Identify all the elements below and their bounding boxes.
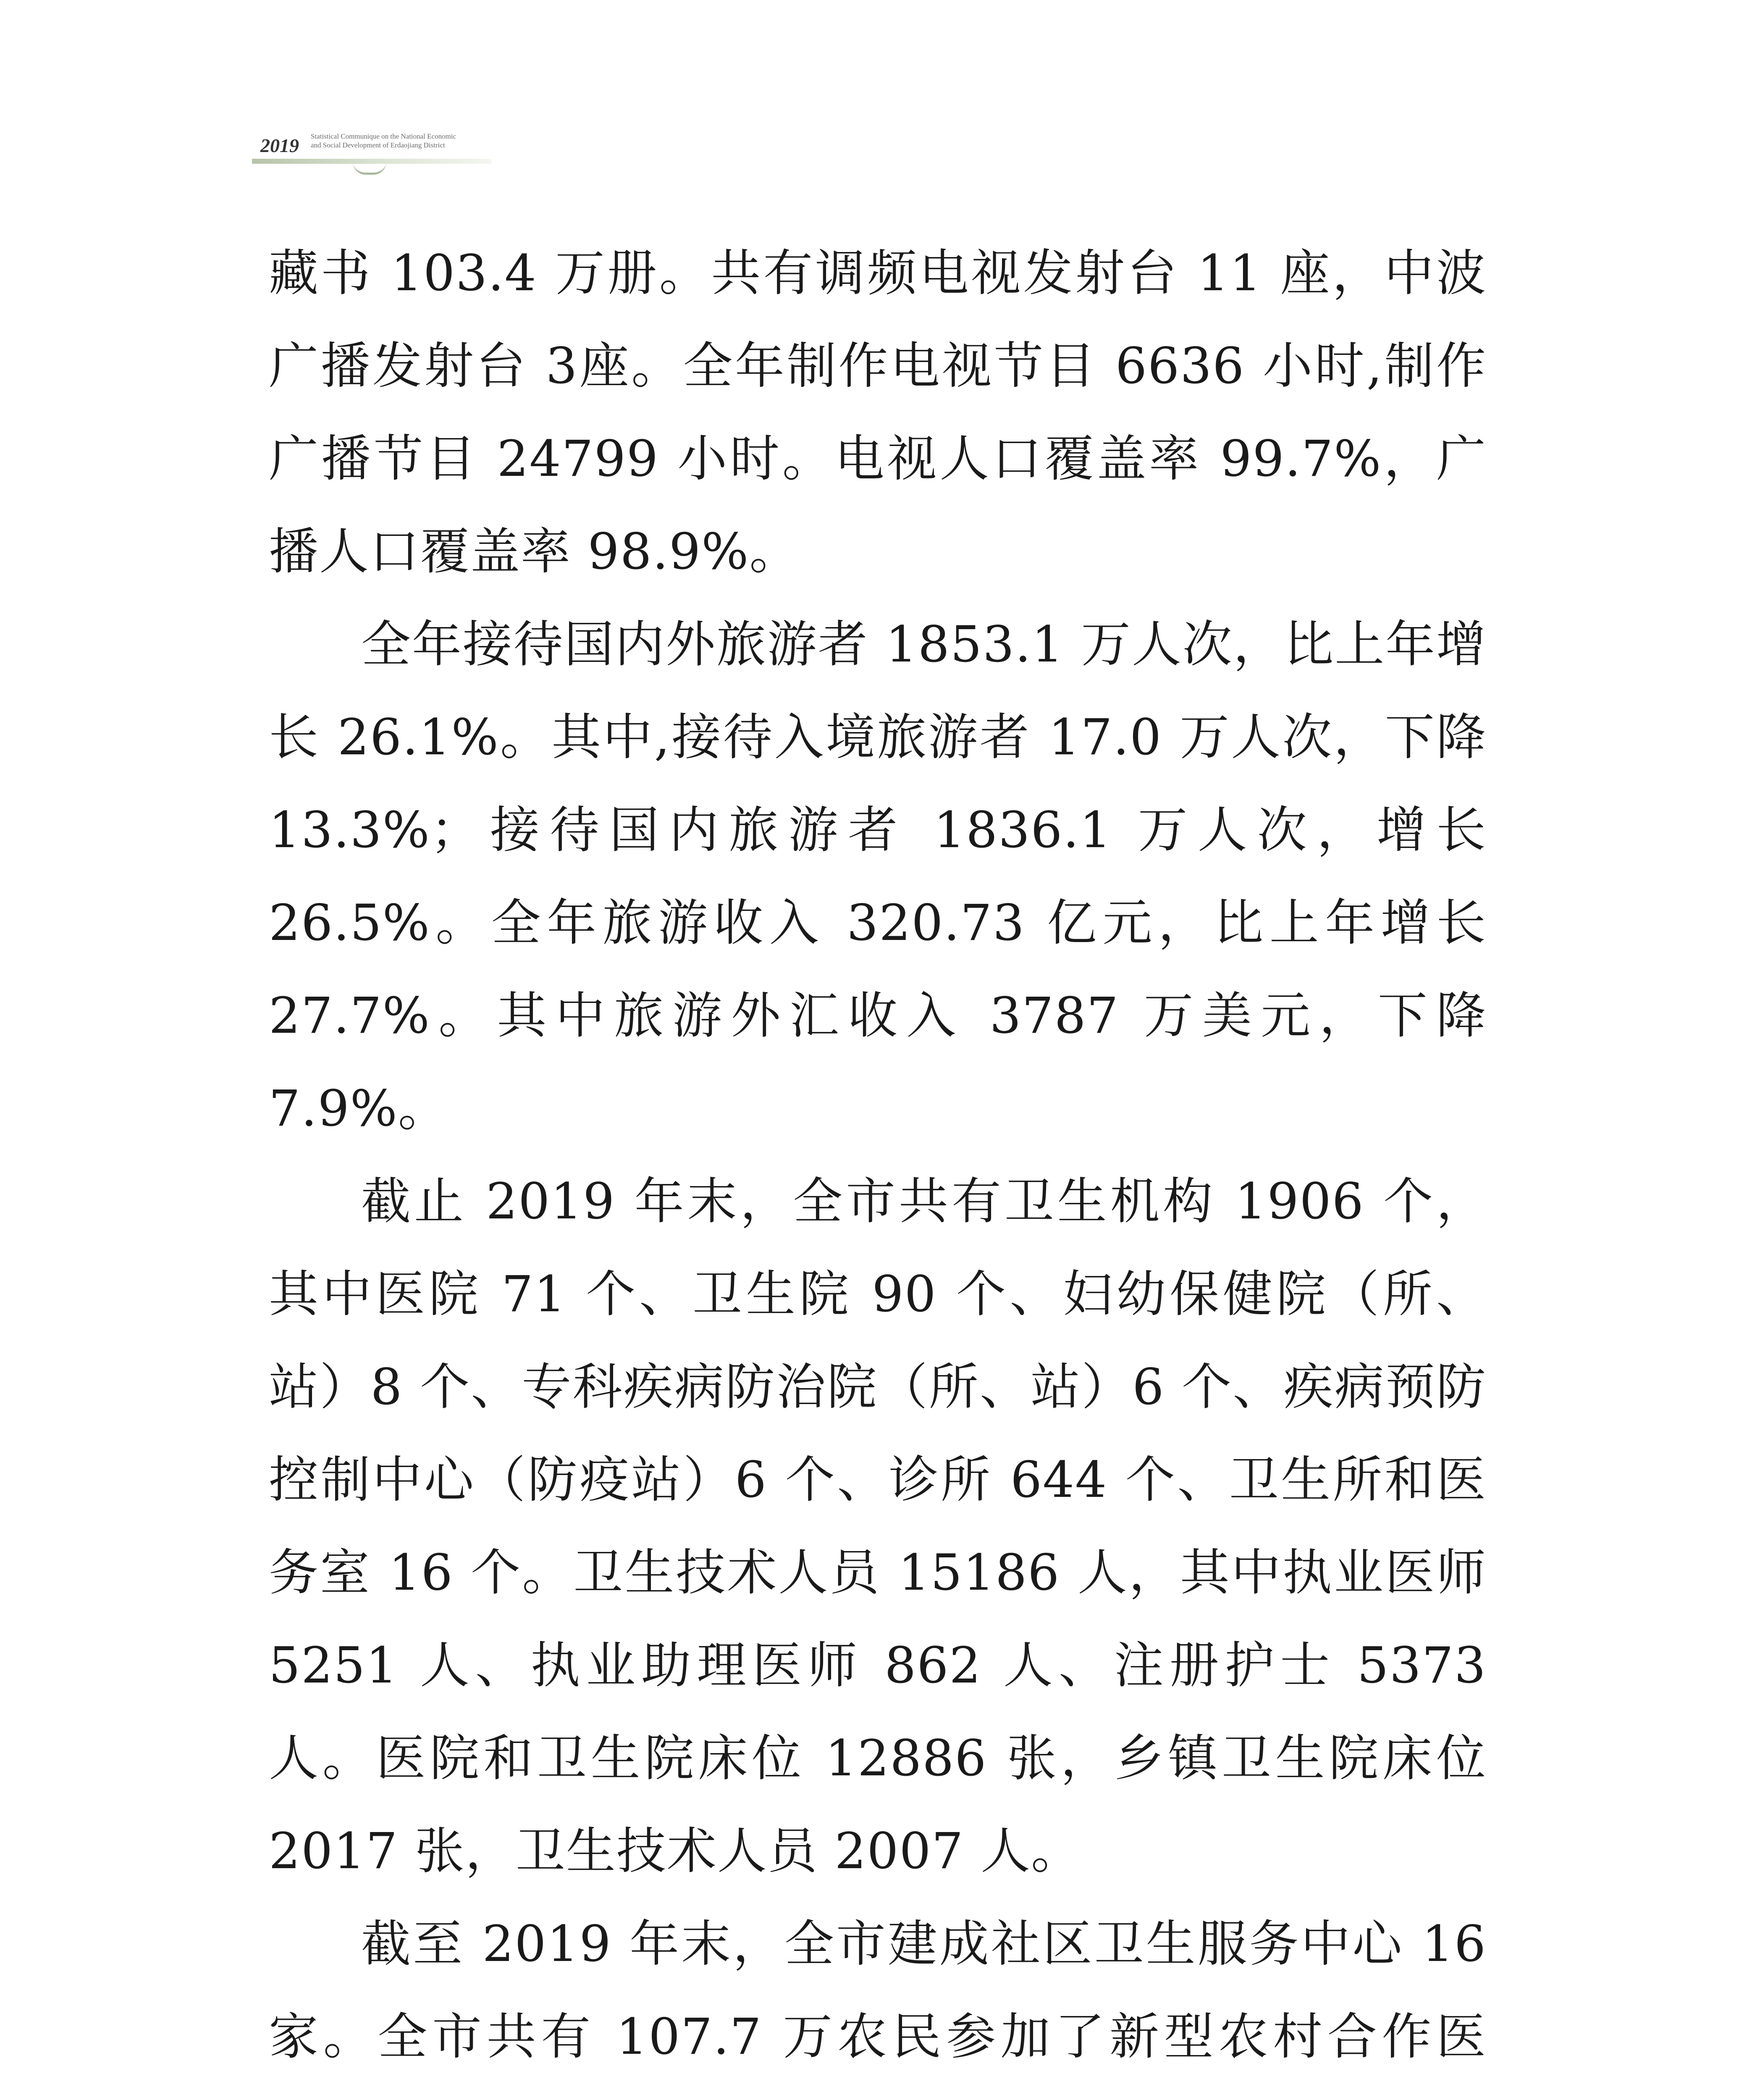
paragraph-tourism: 全年接待国内外旅游者 1853.1 万人次，比上年增长 26.1%。其中,接待入境旅游者 17.0 万人次，下降 13.3%；接待国内旅游者 1836.1 万人次，增长 26.5%。全年旅游收入 320.73 亿元，比上年增长 27.7%。其中旅游外汇收入 3787 万美元，下降 7.9%。 [269, 615, 1487, 1137]
paragraph-library-broadcast: 藏书 103.4 万册。共有调频电视发射台 11 座，中波广播发射台 3座。全年制作电视节目 6636 小时,制作广播节目 24799 小时。电视人口覆盖率 99.7%，广播人口覆盖率 98.9%。 [269, 244, 1487, 580]
header-decorative-arc [353, 162, 386, 175]
paragraph-rural-medical-cooperation: 截至 2019 年末，全市建成社区卫生服务中心 16 家。全市共有 107.7 万农民参加了新型农村合作医 [269, 1915, 1487, 2066]
header-subtitle-line-2: and Social Development of Erdaojiang District [311, 141, 445, 149]
header-subtitle-line-1: Statistical Communique on the National Economic [311, 132, 456, 140]
header-year: 2019 [260, 135, 299, 156]
document-body [269, 227, 1487, 2100]
paragraph-health-institutions: 截止 2019 年末，全市共有卫生机构 1906 个，其中医院 71 个、卫生院 90 个、妇幼保健院（所、站）8 个、专科疾病防治院（所、站）6 个、疾病预防控制中心（防疫站）6 个、诊所 644 个、卫生所和医务室 16 个。卫生技术人员 15186 人，其中执业医师 5251 人、执业助理医师 862 人、注册护士 5373 人。医院和卫生院床位 12886 张，乡镇卫生院床位 2017 张，卫生技术人员 2007 人。 [269, 1172, 1487, 1880]
page-header [252, 122, 504, 172]
header-subtitle [311, 132, 491, 150]
